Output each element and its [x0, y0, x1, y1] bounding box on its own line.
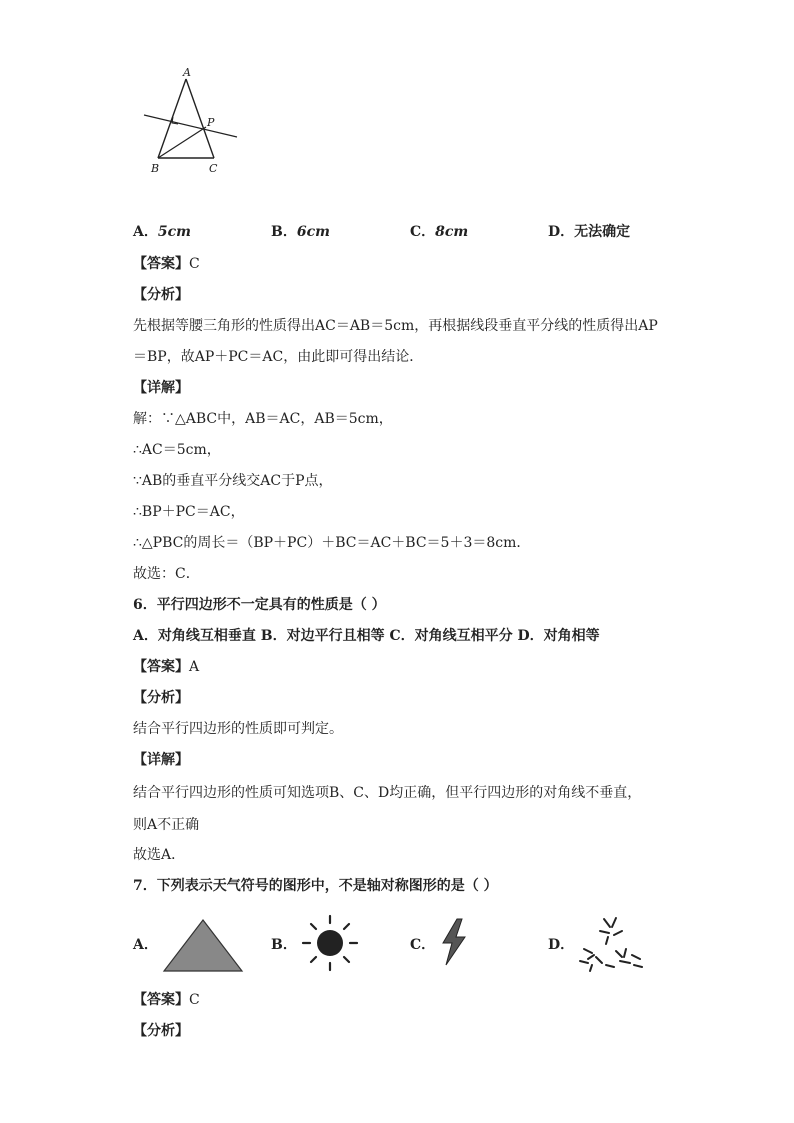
q6-analysis: 结合平行四边形的性质即可判定。	[133, 721, 343, 737]
q5-answer: 【答案】C	[133, 256, 200, 272]
q7-analysis-label: 【分析】	[133, 1023, 189, 1039]
q5-analysis-label: 【分析】	[133, 287, 189, 303]
q5-analysis-line2: ＝BP，故AP＋PC＝AC，由此即可得出结论．	[133, 349, 424, 365]
label-b: B	[151, 162, 160, 175]
q5-option-a: A．5cm	[133, 224, 191, 240]
q5-option-d: D．无法确定	[548, 224, 631, 240]
q5-analysis-line1: 先根据等腰三角形的性质得出AC＝AB＝5cm，再根据线段垂直平分线的性质得出AP	[133, 318, 658, 334]
q5-detail-line: ∵AB的垂直平分线交AC于P点，	[133, 473, 333, 489]
q5-option-c: C．8cm	[410, 224, 469, 240]
q6-analysis-label: 【分析】	[133, 690, 189, 706]
q6-options: A．对角线互相垂直 B．对边平行且相等 C．对角线互相平分 D．对角相等	[133, 628, 600, 644]
label-p: P	[207, 116, 215, 129]
q7-option-b-letter: B．	[271, 937, 297, 953]
lightning-icon	[437, 917, 471, 967]
q6-question: 6．平行四边形不一定具有的性质是（ ）	[133, 597, 386, 613]
q6-detail-line: 故选A．	[133, 847, 186, 863]
q5-detail-line: ∴AC＝5cm，	[133, 442, 221, 458]
q6-detail-line: 结合平行四边形的性质可知选项B、C、D均正确，但平行四边形的对角线不垂直，	[133, 785, 642, 801]
q5-detail-label: 【详解】	[133, 380, 189, 396]
q5-detail-line: 解：∵△ABC中，AB＝AC，AB＝5cm，	[133, 411, 393, 427]
q7-option-d-letter: D．	[548, 937, 575, 953]
q6-answer: 【答案】A	[133, 659, 200, 675]
bisector-line	[144, 115, 237, 137]
segment-bp	[158, 127, 206, 158]
side-ab	[158, 79, 186, 158]
q5-detail-line: ∴△PBC的周长＝（BP＋PC）＋BC＝AC＋BC＝5＋3＝8cm．	[133, 535, 531, 551]
label-c: C	[209, 162, 218, 175]
q7-option-c-letter: C．	[410, 937, 436, 953]
q6-detail-line: 则A不正确	[133, 817, 200, 833]
q7-answer: 【答案】C	[133, 992, 200, 1008]
q5-detail-line: 故选：C．	[133, 566, 200, 582]
sun-icon	[300, 913, 360, 973]
q5-detail-line: ∴BP＋PC＝AC，	[133, 504, 245, 520]
q6-detail-label: 【详解】	[133, 752, 189, 768]
q5-option-b: B．6cm	[271, 224, 330, 240]
q7-option-a-letter: A．	[133, 937, 158, 953]
triangle-icon	[162, 918, 244, 974]
snow-cluster-icon	[576, 913, 646, 975]
q7-question: 7．下列表示天气符号的图形中，不是轴对称图形的是（ ）	[133, 878, 498, 894]
label-a: A	[183, 66, 191, 79]
